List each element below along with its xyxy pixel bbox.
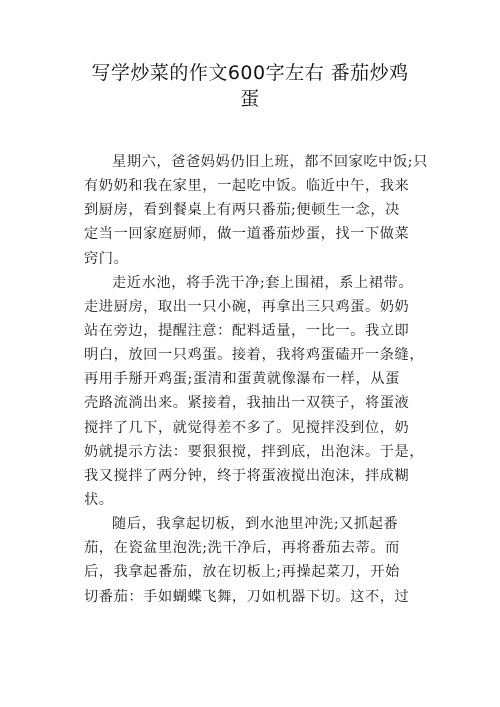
text-line: 走近水池，将手洗干净;套上围裙，系上裙带。 [112,274,414,291]
text-line: 随后，我拿起切板，到水池里冲洗;又抓起番 [112,516,399,533]
text-line: 窍门。 [84,250,129,267]
paragraph [84,271,464,512]
text-line: 奶就提示方法：要狠狠搅，拌到底，出泡沫。于是， [84,443,425,460]
text-line: 定当一回家庭厨师，做一道番茄炒蛋，找一下做菜 [84,226,410,243]
text-line: 状。 [84,491,114,508]
document-body [84,150,464,609]
title-line: 写学炒菜的作文600字左右 番茄炒鸡 [91,62,409,84]
text-line: 星期六，爸爸妈妈仍旧上班，都不回家吃中饭;只 [112,154,428,170]
text-line: 切番茄：手如蝴蝶飞舞，刀如机器下切。这不，过 [84,588,410,605]
text-line: 再用手掰开鸡蛋;蛋清和蛋黄就像瀑布一样，从蛋 [84,371,400,388]
text-line: 壳路流淌出来。紧接着，我抽出一双筷子，将蛋液 [84,395,410,412]
title-line: 蛋 [240,88,260,110]
text-line: 明白，放回一只鸡蛋。接着，我将鸡蛋磕开一条缝， [84,347,425,364]
text-line: 茄，在瓷盆里泡洗;洗干净后，再将番茄去蒂。而 [84,540,400,557]
paragraph [84,150,464,271]
text-line: 到厨房，看到餐桌上有两只番茄;便顿生一念，决 [84,202,400,219]
paragraph [84,512,464,609]
text-line: 走进厨房，取出一只小碗，再拿出三只鸡蛋。奶奶 [84,298,410,315]
document-title [60,60,440,112]
text-line: 站在旁边，提醒注意：配料适量，一比一。我立即 [84,322,410,339]
text-line: 有奶奶和我在家里，一起吃中饭。临近中午，我来 [84,178,410,195]
text-line: 后，我拿起番茄，放在切板上;再操起菜刀，开始 [84,564,400,581]
text-line: 搅拌了几下，就觉得差不多了。见搅拌没到位，奶 [84,419,410,436]
text-line: 我又搅拌了两分钟，终于将蛋液搅出泡沫，拌成糊 [84,467,410,484]
